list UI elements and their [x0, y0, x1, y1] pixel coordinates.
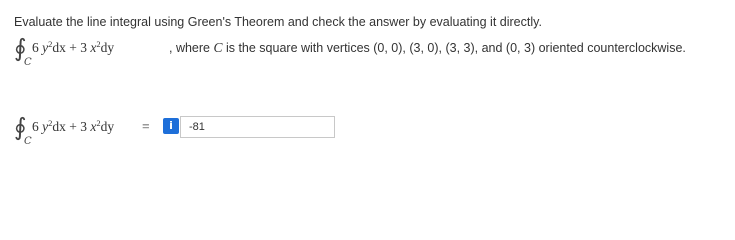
coef-2: 3 [80, 40, 87, 55]
integrand [32, 40, 114, 56]
answer-var-1: y [42, 119, 49, 134]
problem-description [169, 40, 686, 56]
coef-1: 6 [32, 40, 39, 55]
answer-coef-1: 6 [32, 119, 39, 134]
answer-plus-sign: + [69, 119, 77, 134]
info-icon[interactable]: i [163, 118, 179, 134]
problem-statement [14, 36, 729, 68]
description-prefix: , where [169, 41, 214, 55]
description-rest: is the square with vertices (0, 0), (3, 0), (3, 3), and (0, 3) oriented counterclockwise. [222, 41, 686, 55]
answer-diff-2: dy [100, 119, 115, 134]
answer-input[interactable] [180, 116, 335, 138]
var-2: x [90, 40, 97, 55]
contour-integral-symbol: ∮ [14, 34, 27, 62]
description-curve-label: C [213, 40, 223, 55]
answer-row [14, 115, 729, 149]
answer-exp-1: 2 [48, 118, 53, 128]
equals-sign: = [142, 119, 150, 134]
answer-integrand [32, 119, 114, 135]
plus-sign: + [69, 40, 77, 55]
question-instruction: Evaluate the line integral using Green's Theorem and check the answer by evaluating it directly. [14, 15, 542, 29]
answer-contour-label: C [24, 136, 32, 147]
answer-contour-integral-symbol: ∮ [14, 113, 27, 141]
answer-coef-2: 3 [80, 119, 87, 134]
diff-2: dy [100, 40, 115, 55]
var-1: y [42, 40, 49, 55]
answer-exp-2: 2 [96, 118, 101, 128]
contour-label: C [24, 57, 32, 68]
exp-2: 2 [96, 39, 101, 49]
exp-1: 2 [48, 39, 53, 49]
diff-1: dx [52, 40, 66, 55]
answer-diff-1: dx [52, 119, 66, 134]
answer-var-2: x [90, 119, 97, 134]
